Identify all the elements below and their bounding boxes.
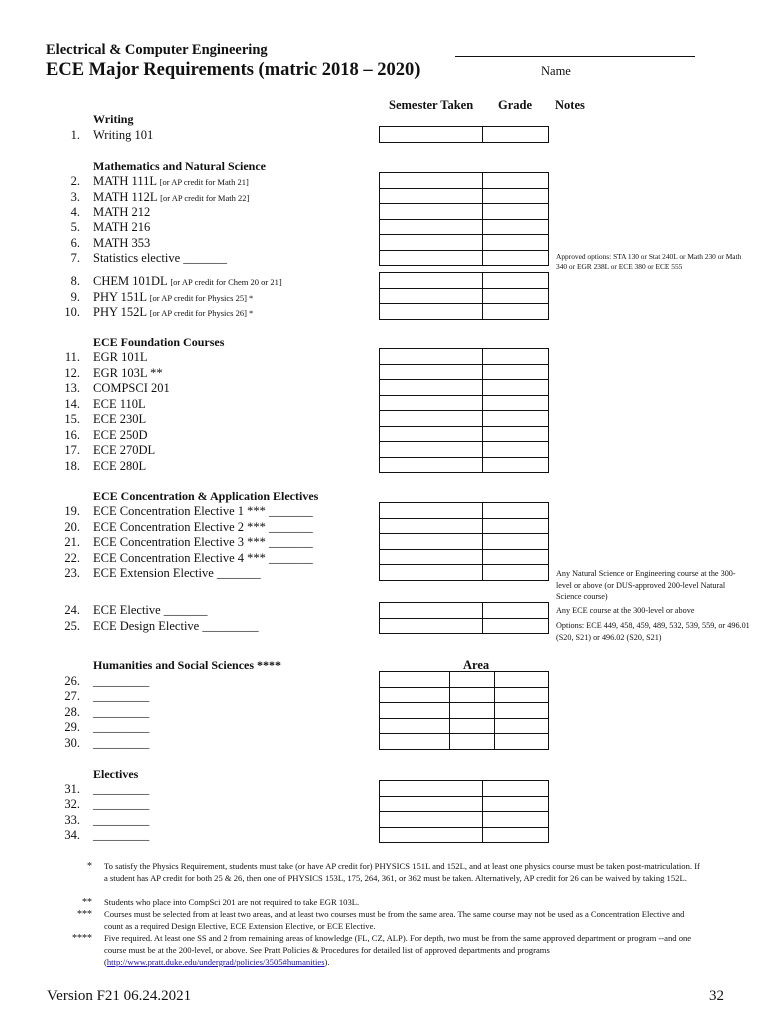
item-label: ECE Elective _______ — [93, 603, 208, 617]
section-heading-electives: Electives — [93, 767, 139, 781]
item-label: PHY 151L [or AP credit for Physics 25] * — [93, 290, 254, 304]
item-number: 30. — [64, 736, 80, 750]
item-label: EGR 103L ** — [93, 366, 163, 380]
footnote-text: Five required. At least one SS and 2 from remaining areas of knowledge (FL, CZ, ALP). For depth, two must be from the same approved department or program --and one course must be at the 200-level, or above. See Pratt Policies & Procedures for detailed list of approved departments and programs (http://www.pratt.duke.edu/undergrad/policies/3505#humanities). — [104, 933, 692, 967]
note-design: Options: ECE 449, 458, 459, 489, 532, 539, 559, or 496.01 (S20, S21) or 496.02 (S20, S21) — [556, 621, 750, 642]
item-ap-credit-note: [or AP credit for Chem 20 or 21] — [170, 277, 282, 287]
item-label: _________ — [93, 782, 150, 796]
item-label: CHEM 101DL [or AP credit for Chem 20 or 21] — [93, 274, 282, 288]
item-label: _________ — [93, 828, 150, 842]
name-field-line[interactable] — [455, 56, 695, 57]
item-number: 32. — [64, 797, 80, 811]
grade-grid-science[interactable] — [379, 272, 549, 320]
item-label: _________ — [93, 736, 150, 750]
section-heading-humanities: Humanities and Social Sciences **** — [93, 658, 282, 672]
item-number: 12. — [64, 366, 80, 380]
grade-grid-writing[interactable] — [379, 126, 549, 143]
section-heading-writing: Writing — [93, 112, 134, 126]
item-number: 14. — [64, 397, 80, 411]
item-number: 22. — [64, 551, 80, 565]
column-header-area: Area — [463, 658, 490, 672]
item-label: Writing 101 — [93, 128, 154, 142]
item-label: _________ — [93, 797, 150, 811]
item-label: _________ — [93, 674, 150, 688]
item-label: ECE Concentration Elective 1 *** _______ — [93, 504, 313, 518]
item-number: 8. — [70, 274, 80, 288]
department-heading: Electrical & Computer Engineering — [46, 42, 268, 58]
grade-grid-math[interactable] — [379, 172, 549, 266]
item-label: ECE Concentration Elective 2 *** _______ — [93, 520, 313, 534]
item-number: 23. — [64, 566, 80, 580]
footnote-mark: ** — [82, 897, 92, 908]
item-label: ECE 110L — [93, 397, 146, 411]
item-label: MATH 216 — [93, 220, 151, 234]
item-ap-credit-note: [or AP credit for Physics 25] * — [149, 293, 254, 303]
item-number: 27. — [64, 689, 80, 703]
grade-grid-concentration[interactable] — [379, 502, 549, 581]
footnote-mark: **** — [72, 933, 92, 944]
item-number: 26. — [64, 674, 80, 688]
item-number: 7. — [70, 251, 80, 265]
item-number: 3. — [70, 190, 80, 204]
policies-link[interactable]: http://www.pratt.duke.edu/undergrad/policies/3505#humanities — [106, 956, 325, 967]
item-number: 25. — [64, 619, 80, 633]
item-label: MATH 112L [or AP credit for Math 22] — [93, 190, 250, 204]
item-number: 33. — [64, 813, 80, 827]
item-number: 20. — [64, 520, 80, 534]
footnote-text: Courses must be selected from at least two areas, and at least two courses must be from the same area. The same course may not be used as a Concentration Elective and count as a required Design Elective, ECE Extension Elective, or ECE Elective. — [104, 909, 685, 931]
item-number: 13. — [64, 381, 80, 395]
item-number: 1. — [70, 128, 80, 142]
item-label: COMPSCI 201 — [93, 381, 170, 395]
item-label: ECE Concentration Elective 3 *** _______ — [93, 535, 313, 549]
item-number: 9. — [70, 290, 80, 304]
item-label: Statistics elective _______ — [93, 251, 228, 265]
item-ap-credit-note: [or AP credit for Physics 26] * — [149, 308, 254, 318]
item-label: ECE 280L — [93, 459, 147, 473]
item-label: MATH 111L [or AP credit for Math 21] — [93, 174, 249, 188]
column-header-semester: Semester Taken — [389, 98, 474, 112]
item-ap-credit-note: [or AP credit for Math 21] — [159, 177, 249, 187]
item-number: 17. — [64, 443, 80, 457]
grade-grid-electives[interactable] — [379, 780, 549, 843]
section-heading-foundation: ECE Foundation Courses — [93, 335, 225, 349]
item-label: MATH 353 — [93, 236, 151, 250]
footnote-mark: * — [87, 861, 92, 872]
item-label: ECE 250D — [93, 428, 148, 442]
item-number: 29. — [64, 720, 80, 734]
column-header-grade: Grade — [498, 98, 533, 112]
item-label: ECE 230L — [93, 412, 147, 426]
grade-grid-ece-elective[interactable] — [379, 602, 549, 634]
grade-grid-foundation[interactable] — [379, 348, 549, 473]
item-number: 16. — [64, 428, 80, 442]
column-header-notes: Notes — [555, 98, 585, 112]
item-label: MATH 212 — [93, 205, 151, 219]
item-number: 5. — [70, 220, 80, 234]
item-label: _________ — [93, 705, 150, 719]
item-label: _________ — [93, 720, 150, 734]
item-number: 18. — [64, 459, 80, 473]
item-number: 28. — [64, 705, 80, 719]
item-number: 10. — [64, 305, 80, 319]
version-label: Version F21 06.24.2021 — [47, 988, 192, 1004]
item-label: ECE 270DL — [93, 443, 156, 457]
footnote-mark: *** — [77, 909, 92, 920]
item-label: ECE Extension Elective _______ — [93, 566, 261, 580]
footnote-text: Students who place into CompSci 201 are not required to take EGR 103L. — [104, 897, 360, 907]
item-label: ECE Concentration Elective 4 *** _______ — [93, 551, 313, 565]
section-heading-concentration: ECE Concentration & Application Electives — [93, 489, 319, 503]
name-label: Name — [541, 64, 571, 78]
item-label: ECE Design Elective _________ — [93, 619, 259, 633]
item-number: 34. — [64, 828, 80, 842]
footnote-text: To satisfy the Physics Requirement, students must take (or have AP credit for) PHYSICS 151L and 152L, and at least one physics course must be taken post-matriculation. If a student has AP credit for both 25 & 26, then one of PHYSICS 153L, 175, 264, 361, or 362 must be taken. Alternatively, AP credit for 26 can be waived by taking 152L. — [104, 861, 700, 883]
item-number: 15. — [64, 412, 80, 426]
note-extension: Any Natural Science or Engineering course at the 300-level or above (or DUS-approved 200-level Natural Science course) — [556, 569, 736, 601]
item-number: 6. — [70, 236, 80, 250]
item-number: 4. — [70, 205, 80, 219]
item-number: 31. — [64, 782, 80, 796]
item-number: 21. — [64, 535, 80, 549]
section-heading-math-science: Mathematics and Natural Science — [93, 159, 266, 173]
item-number: 19. — [64, 504, 80, 518]
item-label: _________ — [93, 813, 150, 827]
note-statistics: Approved options: STA 130 or Stat 240L or Math 230 or Math 340 or EGR 238L or ECE 380 or ECE 555 — [556, 252, 742, 271]
page-title: ECE Major Requirements (matric 2018 – 2020) — [46, 60, 421, 80]
item-number: 2. — [70, 174, 80, 188]
page-number: 32 — [709, 988, 724, 1004]
note-ece-elective: Any ECE course at the 300-level or above — [556, 606, 695, 615]
item-number: 11. — [64, 350, 80, 364]
item-label: _________ — [93, 689, 150, 703]
item-label: PHY 152L [or AP credit for Physics 26] * — [93, 305, 254, 319]
grade-grid-humanities[interactable] — [379, 671, 549, 750]
item-ap-credit-note: [or AP credit for Math 22] — [160, 193, 250, 203]
item-label: EGR 101L — [93, 350, 148, 364]
item-number: 24. — [64, 603, 80, 617]
